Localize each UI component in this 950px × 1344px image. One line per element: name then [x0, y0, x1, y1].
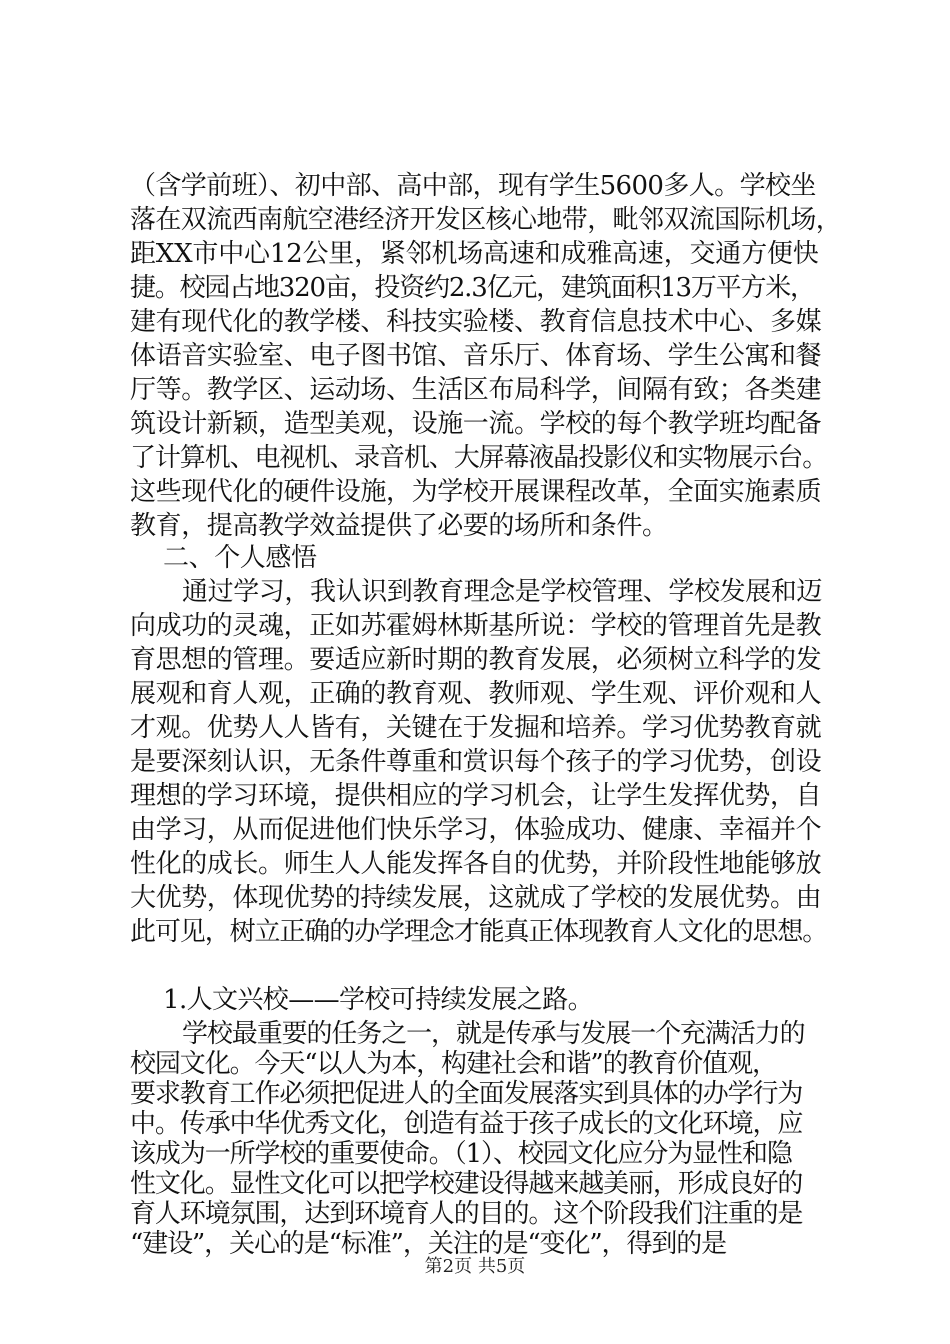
text-line: 教育，提高教学效益提供了必要的场所和条件。: [130, 511, 668, 541]
text-line: 向成功的灵魂，正如苏霍姆林斯基所说：学校的管理首先是教: [130, 611, 822, 641]
text-line: 校园文化。今天“以人为本，构建社会和谐”的教育价值观，: [130, 1049, 777, 1079]
text-line: 大优势，体现优势的持续发展，这就成了学校的发展优势。由: [130, 883, 822, 913]
text-line: 落在双流西南航空港经济开发区核心地带，毗邻双流国际机场，: [130, 205, 842, 235]
text-line: 是要深刻认识，无条件尊重和赏识每个孩子的学习优势，创设: [130, 747, 822, 777]
text-line: 由学习，从而促进他们快乐学习，体验成功、健康、幸福并个: [130, 815, 822, 845]
subheading: 1.人文兴校——学校可持续发展之路。: [163, 985, 594, 1015]
text-line: 该成为一所学校的重要使命。（1）、校园文化应分为显性和隐: [130, 1139, 792, 1169]
section-heading: 二、个人感悟: [163, 543, 317, 573]
text-line: 展观和育人观，正确的教育观、教师观、学生观、评价观和人: [130, 679, 822, 709]
text-line: 中。传承中华优秀文化，创造有益于孩子成长的文化环境，应: [130, 1109, 803, 1139]
text-line: 才观。优势人人皆有，关键在于发掘和培养。学习优势教育就: [130, 713, 822, 743]
text-line: 捷。校园占地320亩，投资约2.3亿元，建筑面积13万平方米，: [130, 273, 815, 303]
text-line: 建有现代化的教学楼、科技实验楼、教育信息技术中心、多媒: [130, 307, 822, 337]
text-line: （含学前班）、初中部、高中部，现有学生5600多人。学校坐: [130, 171, 816, 201]
text-line: 这些现代化的硬件设施，为学校开展课程改革，全面实施素质: [130, 477, 822, 507]
text-line: 性文化。显性文化可以把学校建设得越来越美丽，形成良好的: [130, 1169, 803, 1199]
text-line: 要求教育工作必须把促进人的全面发展落实到具体的办学行为: [130, 1079, 803, 1109]
text-line: 了计算机、电视机、录音机、大屏幕液晶投影仪和实物展示台。: [130, 443, 828, 473]
text-line: 性化的成长。师生人人能发挥各自的优势，并阶段性地能够放: [130, 849, 822, 879]
text-line: 体语音实验室、电子图书馆、音乐厅、体育场、学生公寓和餐: [130, 341, 822, 371]
text-line: 通过学习，我认识到教育理念是学校管理、学校发展和迈: [182, 577, 823, 607]
text-line: 理想的学习环境，提供相应的学习机会，让学生发挥优势，自: [130, 781, 822, 811]
text-line: 育人环境氛围，达到环境育人的目的。这个阶段我们注重的是: [130, 1199, 803, 1229]
text-line: 学校最重要的任务之一，就是传承与发展一个充满活力的: [182, 1019, 805, 1049]
page-footer: 第2页 共5页: [424, 1256, 526, 1277]
text-line: 此可见，树立正确的办学理念才能真正体现教育人文化的思想。: [130, 917, 828, 947]
text-line: 距XX市中心12公里，紧邻机场高速和成雅高速，交通方便快: [130, 239, 819, 269]
text-line: 厅等。教学区、运动场、生活区布局科学，间隔有致；各类建: [130, 375, 822, 405]
text-line: “建设”，关心的是“标准”，关注的是“变化”，得到的是: [130, 1229, 727, 1259]
text-line: 育思想的管理。要适应新时期的教育发展，必须树立科学的发: [130, 645, 822, 675]
text-line: 筑设计新颖，造型美观，设施一流。学校的每个教学班均配备: [130, 409, 822, 439]
